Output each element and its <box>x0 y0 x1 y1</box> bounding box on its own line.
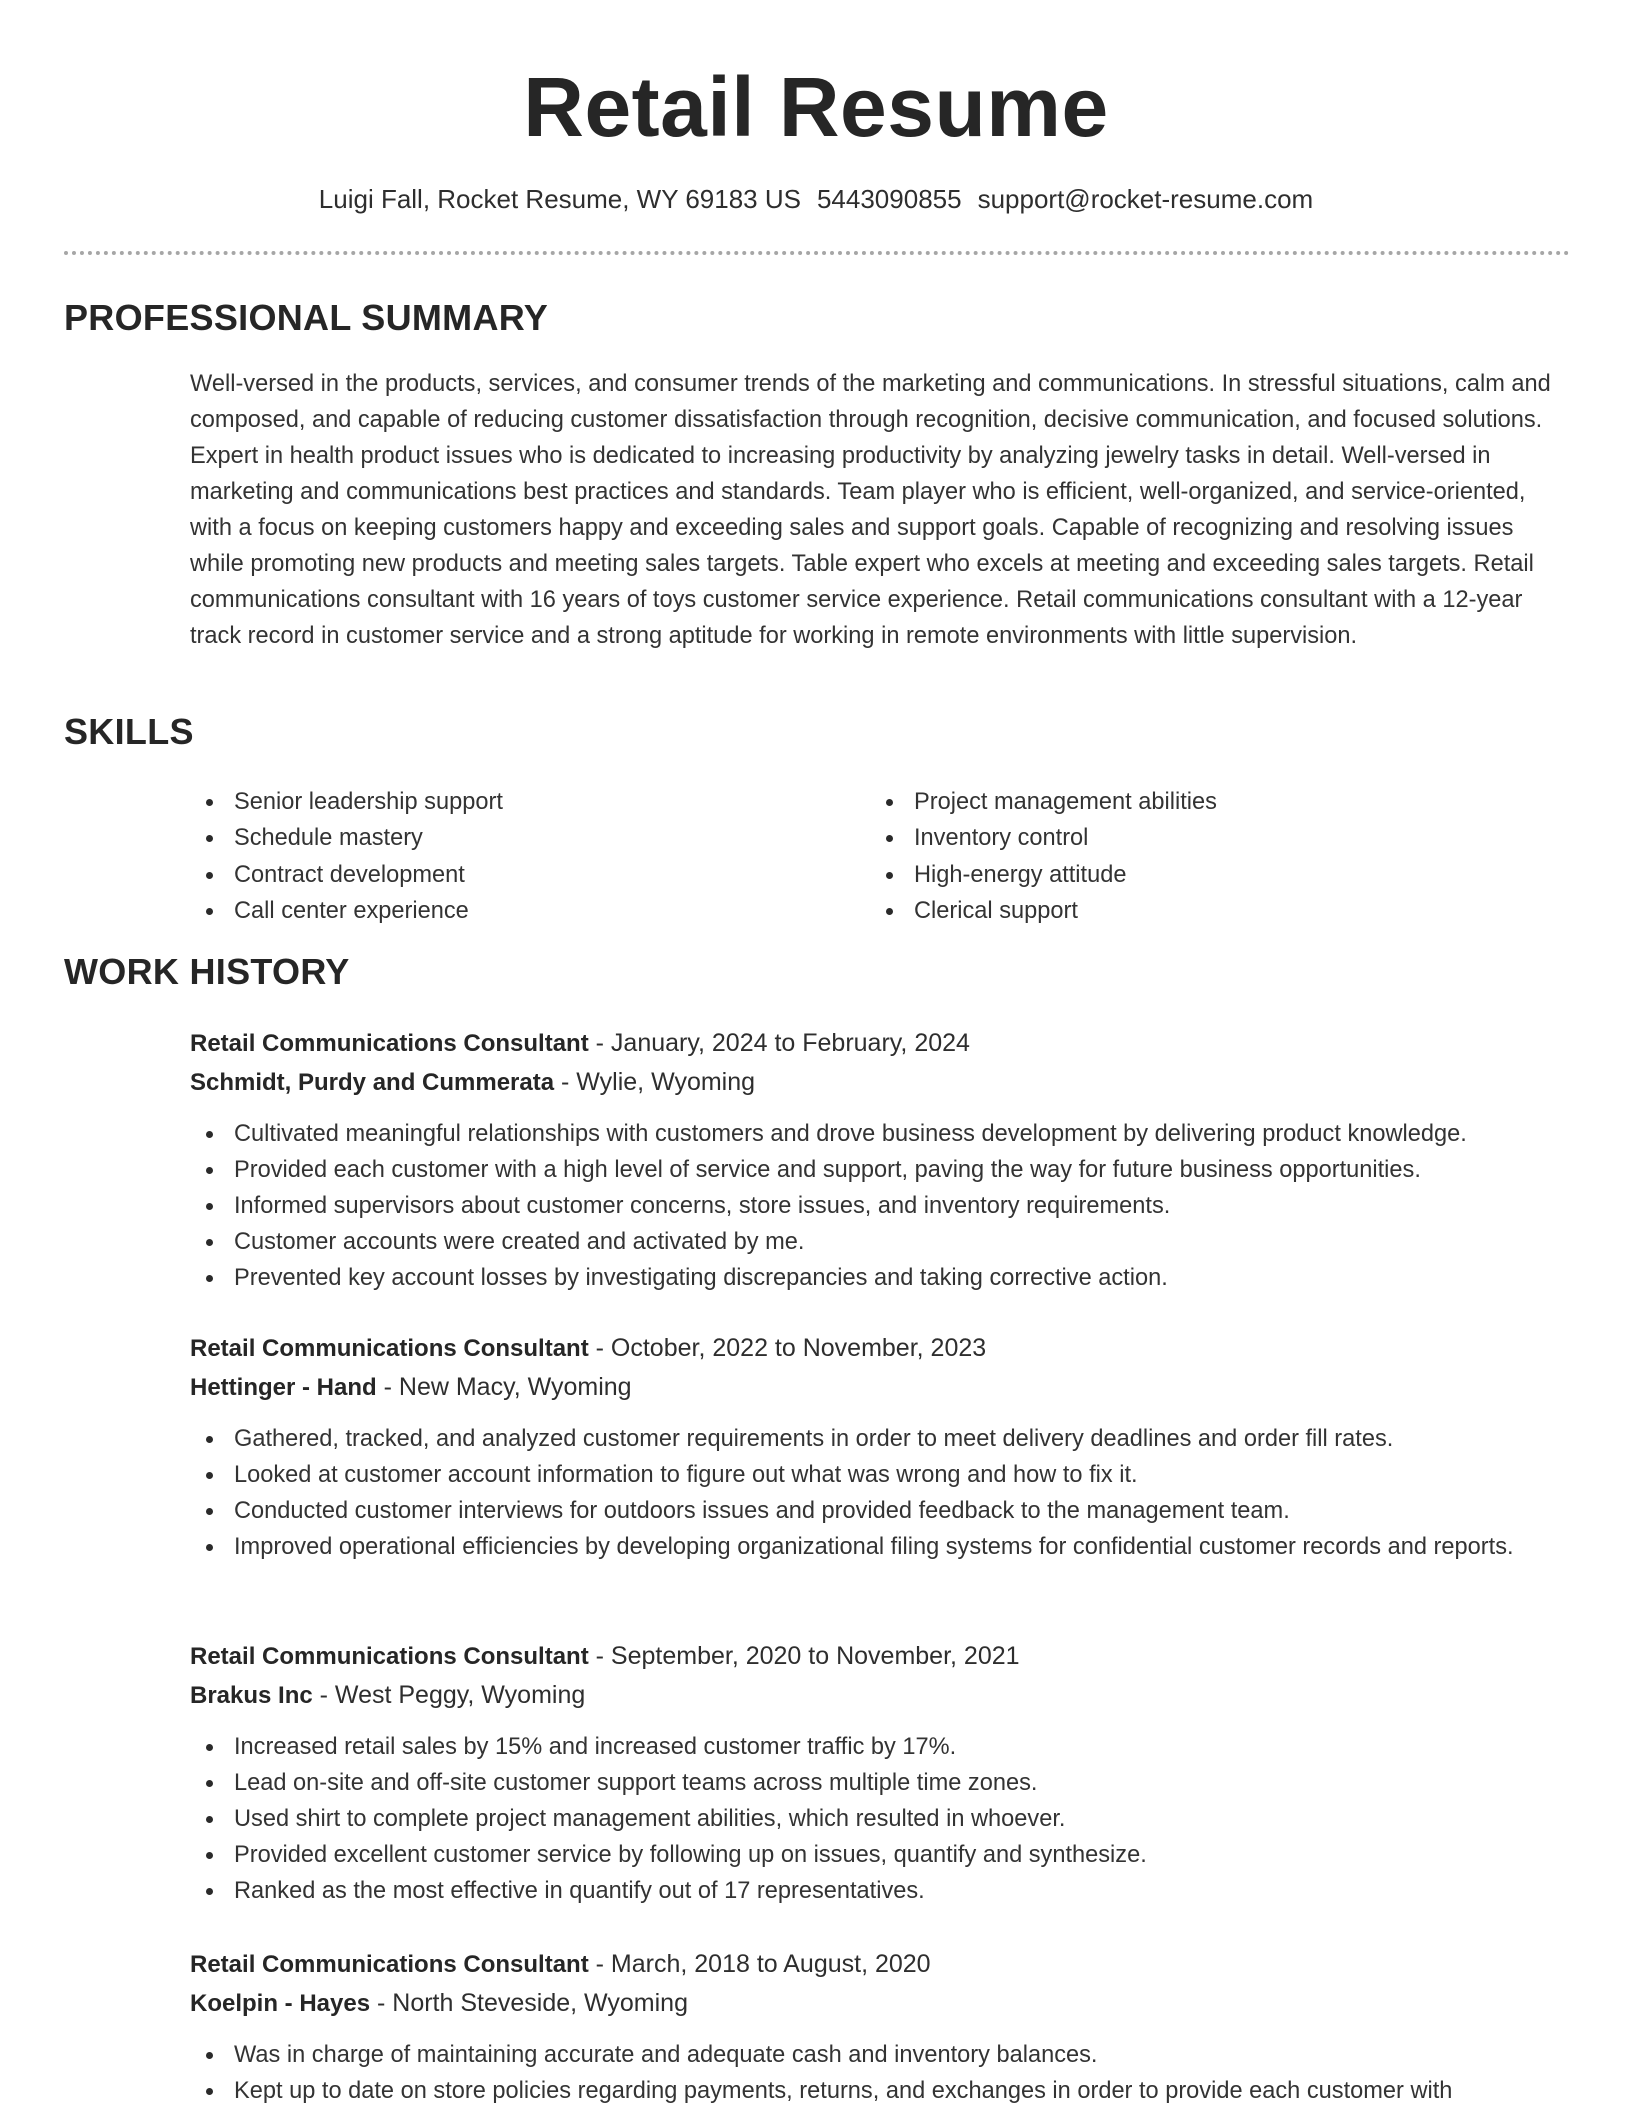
job-dates: - March, 2018 to August, 2020 <box>588 1950 931 1978</box>
skill-item: Call center experience <box>190 893 830 929</box>
skill-item: Senior leadership support <box>190 784 830 820</box>
skill-item: Contract development <box>190 857 830 893</box>
job-bullet: Ranked as the most effective in quantify out of 17 representatives. <box>190 1873 1570 1909</box>
skill-item: Clerical support <box>870 893 1550 929</box>
job-bullets <box>190 1421 1570 1565</box>
job-bullet: Conducted customer interviews for outdoors issues and provided feedback to the management team. <box>190 1493 1570 1529</box>
job-bullet: Used shirt to complete project management abilities, which resulted in whoever. <box>190 1801 1570 1837</box>
job-bullets <box>190 2037 1570 2109</box>
job-dates: - January, 2024 to February, 2024 <box>588 1029 970 1057</box>
job-company: Koelpin - Hayes <box>190 1990 371 2017</box>
job-bullet: Customer accounts were created and activated by me. <box>190 1224 1570 1260</box>
job-title-line <box>190 1945 1570 1984</box>
contact-address: Luigi Fall, Rocket Resume, WY 69183 US <box>318 184 801 214</box>
job-title-line <box>190 1329 1570 1368</box>
job-entry <box>190 1637 1570 1909</box>
job-bullets <box>190 1729 1570 1909</box>
job-bullet: Provided excellent customer service by following up on issues, quantify and synthesize. <box>190 1837 1570 1873</box>
work-history-heading: WORK HISTORY <box>64 951 350 992</box>
job-bullet: Provided each customer with a high level of service and support, paving the way for future business opportunities. <box>190 1152 1570 1188</box>
job-location: - Wylie, Wyoming <box>554 1068 756 1096</box>
job-bullet: Gathered, tracked, and analyzed customer requirements in order to meet delivery deadlines and order fill rates. <box>190 1421 1570 1457</box>
job-company-line <box>190 1676 1570 1715</box>
job-location: - North Steveside, Wyoming <box>370 1989 688 2017</box>
job-title-line <box>190 1024 1570 1063</box>
job-location: - New Macy, Wyoming <box>376 1373 632 1401</box>
skill-item: Project management abilities <box>870 784 1550 820</box>
job-bullets <box>190 1116 1570 1296</box>
job-company: Brakus Inc <box>190 1682 313 1709</box>
summary-heading: PROFESSIONAL SUMMARY <box>64 297 549 338</box>
job-company-line <box>190 1368 1570 1407</box>
job-bullet: Improved operational efficiencies by developing organizational filing systems for confidential customer records and reports. <box>190 1529 1570 1565</box>
skills-list-left <box>190 784 830 929</box>
skill-item: High-energy attitude <box>870 857 1550 893</box>
job-bullet: Cultivated meaningful relationships with customers and drove business development by delivering product knowledge. <box>190 1116 1570 1152</box>
contact-email: support@rocket-resume.com <box>977 184 1314 214</box>
skills-heading: SKILLS <box>64 711 194 752</box>
job-title: Retail Communications Consultant <box>190 1030 589 1057</box>
contact-phone: 5443090855 <box>816 184 962 214</box>
skills-list-right <box>870 784 1550 929</box>
job-bullet: Lead on-site and off-site customer support teams across multiple time zones. <box>190 1765 1570 1801</box>
job-bullet: Looked at customer account information to figure out what was wrong and how to fix it. <box>190 1457 1570 1493</box>
job-entry <box>190 1945 1570 2109</box>
header-divider <box>64 251 1570 255</box>
job-company-line <box>190 1984 1570 2023</box>
job-bullet: Informed supervisors about customer concerns, store issues, and inventory requirements. <box>190 1188 1570 1224</box>
job-location: - West Peggy, Wyoming <box>312 1681 586 1709</box>
skill-item: Inventory control <box>870 820 1550 856</box>
job-bullet: Kept up to date on store policies regarding payments, returns, and exchanges in order to provide each customer with <box>190 2073 1570 2109</box>
contact-line <box>0 181 1632 217</box>
job-title: Retail Communications Consultant <box>190 1643 589 1670</box>
job-company-line <box>190 1063 1570 1102</box>
job-title-line <box>190 1637 1570 1676</box>
summary-text: Well-versed in the products, services, and consumer trends of the marketing and communications. In stressful situations, calm and composed, and capable of reducing customer dissatisfaction through recognition, decisive communication, and focused solutions. Expert in health product issues who is dedicated to increasing productivity by analyzing jewelry tasks in detail. Well-versed in marketing and communications best practices and standards. Team player who is efficient, well-organized, and service-oriented, with a focus on keeping customers happy and exceeding sales and support goals. Capable of recognizing and resolving issues while promoting new products and meeting sales targets. Table expert who excels at meeting and exceeding sales targets. Retail communications consultant with 16 years of toys customer service experience. Retail communications consultant with a 12-year track record in customer service and a strong aptitude for working in remote environments with little supervision. <box>190 371 1551 649</box>
job-dates: - October, 2022 to November, 2023 <box>588 1334 987 1362</box>
resume-title: Retail Resume <box>523 60 1109 154</box>
job-bullet: Prevented key account losses by investigating discrepancies and taking corrective action. <box>190 1260 1570 1296</box>
job-title: Retail Communications Consultant <box>190 1951 589 1978</box>
job-bullet: Was in charge of maintaining accurate and adequate cash and inventory balances. <box>190 2037 1570 2073</box>
job-dates: - September, 2020 to November, 2021 <box>588 1642 1020 1670</box>
job-entry <box>190 1329 1570 1565</box>
skill-item: Schedule mastery <box>190 820 830 856</box>
job-company: Schmidt, Purdy and Cummerata <box>190 1069 555 1096</box>
job-bullet: Increased retail sales by 15% and increased customer traffic by 17%. <box>190 1729 1570 1765</box>
job-title: Retail Communications Consultant <box>190 1335 589 1362</box>
job-entry <box>190 1024 1570 1296</box>
job-company: Hettinger - Hand <box>190 1374 377 1401</box>
